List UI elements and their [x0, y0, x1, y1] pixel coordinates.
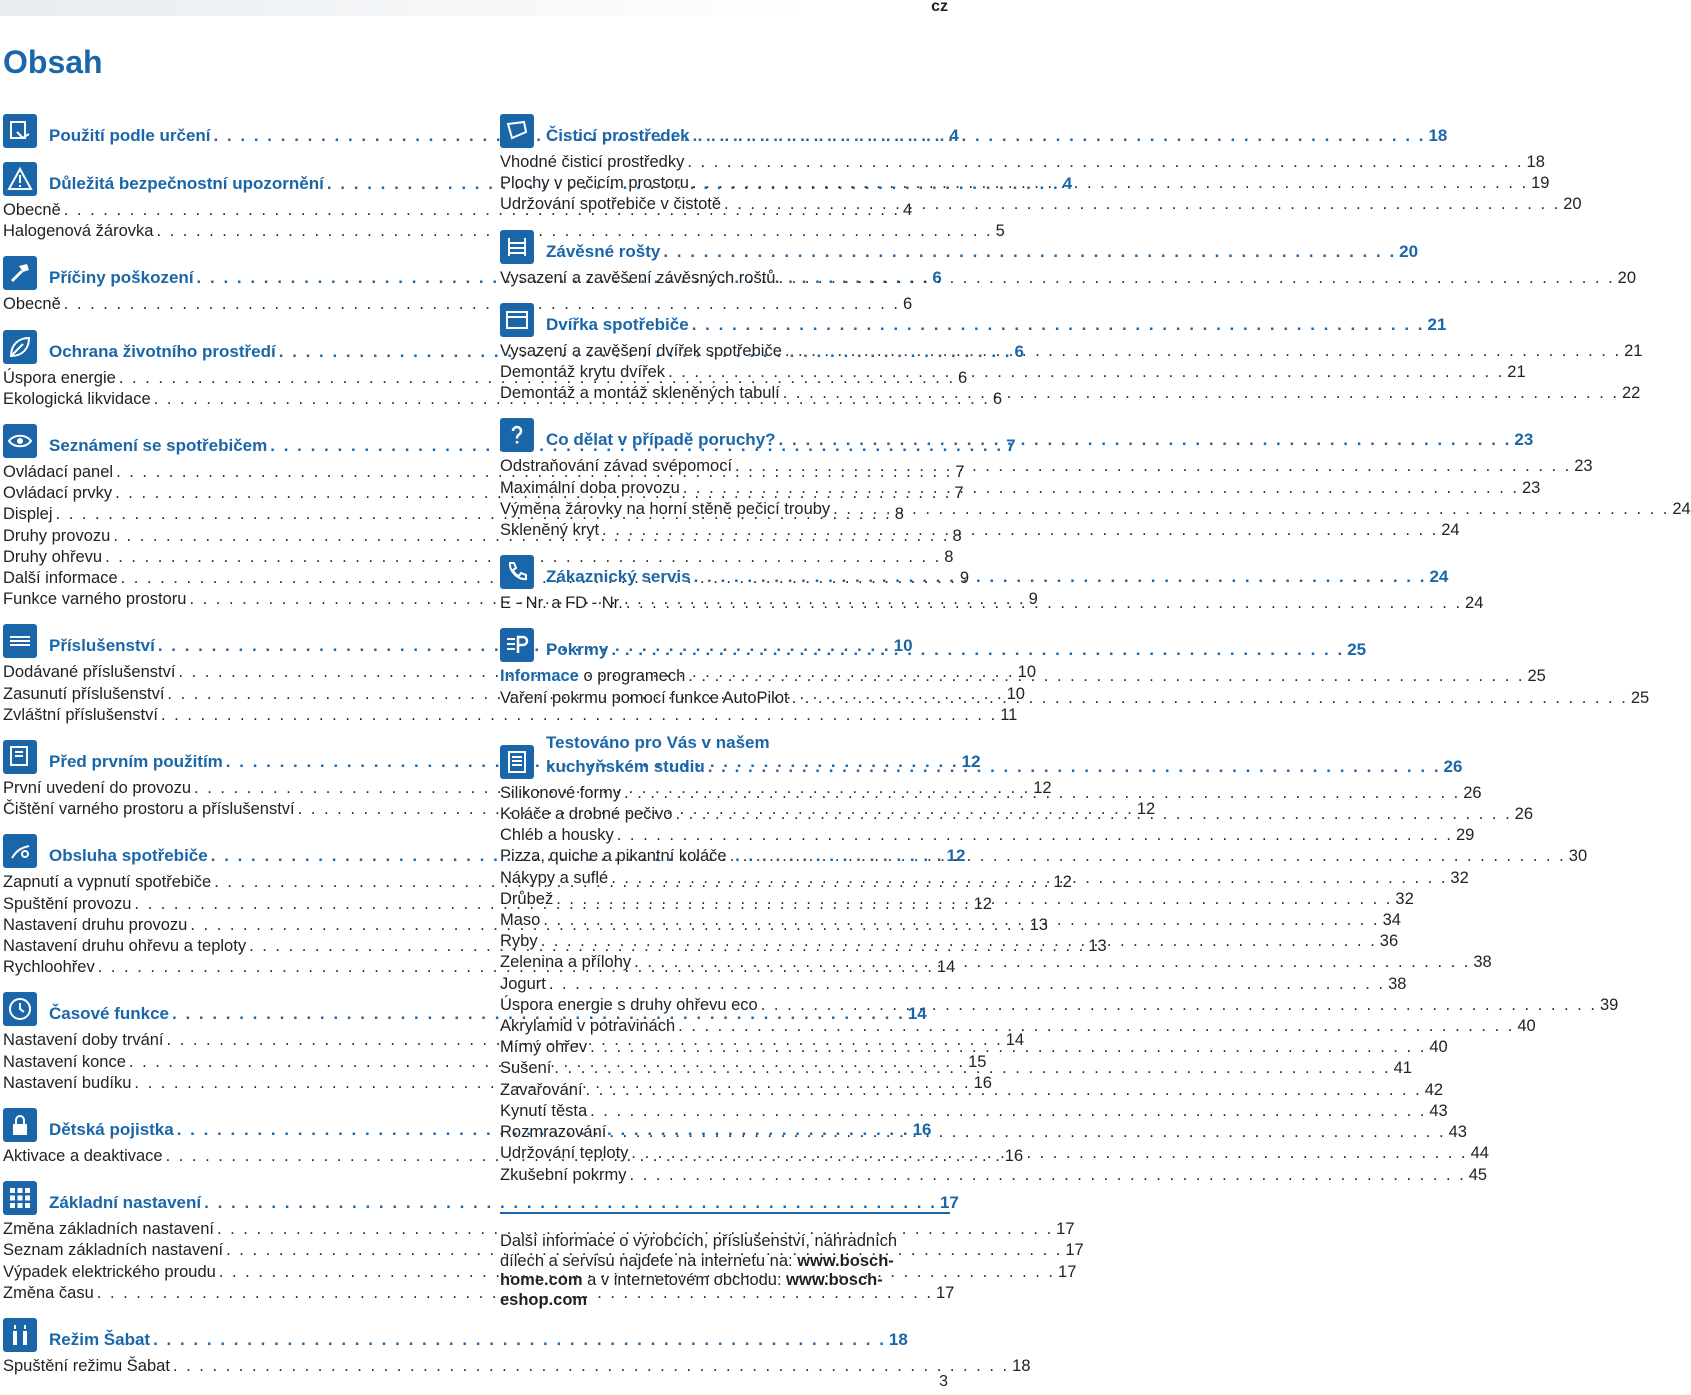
shelf-rack-icon: [500, 230, 534, 264]
section-title-text: Pokrmy: [546, 640, 609, 660]
toc-entry[interactable]: [500, 1165, 1488, 1186]
entry-page-number: 18: [1012, 1357, 1031, 1376]
entry-title: Funkce varného prostoru: [3, 590, 187, 609]
entry-title: Druhy ohřevu: [3, 547, 103, 566]
toc-entry[interactable]: [500, 383, 1641, 404]
footer-divider: [500, 1212, 950, 1214]
entry-title: Zavařování: [500, 1080, 583, 1099]
entry-title: [500, 666, 685, 687]
entry-page-number: 43: [1429, 1101, 1448, 1120]
entry-title: Udržování spotřebiče v čistotě: [500, 195, 722, 214]
entry-title: Další informace: [3, 569, 118, 588]
entry-title: Odstraňování závad svépomocí: [500, 457, 733, 476]
dot-leader: [792, 688, 1628, 709]
toc-entry[interactable]: [500, 995, 1619, 1016]
toc-entry[interactable]: [3, 221, 1005, 242]
entry-title: Silikonové formy: [500, 783, 622, 802]
question-mark-icon: [500, 418, 534, 452]
entry-title-rest: o programech: [578, 667, 686, 686]
section-heading[interactable]: [500, 626, 1367, 662]
page-number: 3: [939, 1373, 948, 1390]
entry-page-number: 24: [1672, 499, 1691, 518]
entry-page-number: 8: [894, 505, 904, 524]
entry-page-number: 19: [1531, 174, 1550, 193]
section-title-text: Základní nastavení: [49, 1193, 202, 1213]
section-title-text: kuchyňském studiu: [546, 756, 705, 776]
entry-page-number: 45: [1468, 1165, 1488, 1184]
dot-leader: [730, 846, 1566, 867]
section-title-line-2: [546, 757, 1462, 777]
section-page-number: 23: [1514, 430, 1534, 450]
hand-operate-icon: [3, 834, 37, 868]
entry-page-number: 21: [1507, 363, 1526, 382]
hammer-damage-icon: [3, 256, 37, 290]
section-title-text: Režim Šabat: [49, 1330, 151, 1350]
toc-section-dvirka-spotrebice: [500, 301, 1643, 405]
toc-entry[interactable]: [500, 268, 1637, 289]
entry-title: Nastavení doby trvání: [3, 1031, 164, 1050]
entry-title: Maximální doba provozu: [500, 478, 680, 497]
dot-leader: [678, 1016, 1514, 1037]
dot-leader: [683, 478, 1519, 499]
toc-entry[interactable]: [500, 520, 1460, 541]
dot-leader: [735, 456, 1571, 477]
section-page-number: 24: [1429, 567, 1449, 587]
hand-book-icon: [3, 114, 37, 148]
toc-entry[interactable]: [500, 825, 1475, 846]
section-title-text: Ochrana životního prostředí: [49, 341, 276, 361]
entry-page-number: 9: [1028, 590, 1038, 609]
entry-page-number: 4: [903, 201, 913, 219]
section-page-number: 25: [1347, 640, 1367, 660]
entry-title: Čištění varného prostoru a příslušenství: [3, 800, 295, 819]
dot-leader: [204, 1193, 937, 1213]
section-title-text: Dětská pojistka: [49, 1120, 174, 1140]
dot-leader: [785, 341, 1621, 362]
section-title: [546, 733, 1462, 779]
dot-leader: [541, 931, 1377, 952]
toc-entry[interactable]: [500, 499, 1691, 520]
toc-entry[interactable]: [3, 294, 913, 315]
entry-title: Nastavení druhu ohřevu a teploty: [3, 937, 247, 956]
toc-entry[interactable]: [500, 974, 1407, 995]
entry-page-number: 30: [1568, 847, 1588, 866]
dot-leader: [779, 430, 1512, 450]
entry-page-number: 16: [1004, 1147, 1024, 1166]
entry-title: Ovládací panel: [3, 463, 114, 482]
entry-title: Nákypy a suflé: [500, 868, 609, 887]
entry-title: Zelenina a přílohy: [500, 953, 632, 972]
section-heading[interactable]: [500, 416, 1534, 452]
entry-page-number: 44: [1470, 1144, 1489, 1163]
section-heading[interactable]: [500, 112, 1448, 148]
section-title-text: Použití podle určení: [49, 126, 211, 145]
entry-page-number: 26: [1514, 805, 1534, 824]
entry-title: Drůbež: [500, 889, 554, 908]
entry-title: Zapnutí a vypnutí spotřebiče: [3, 873, 212, 892]
section-heading[interactable]: [500, 553, 1449, 589]
entry-title: Vysazení a zavěšení závěsných roštů: [500, 268, 776, 287]
entry-page-number: 20: [1617, 268, 1637, 287]
toc-entry[interactable]: [500, 341, 1643, 362]
entry-page-number: 43: [1448, 1123, 1467, 1142]
section-heading[interactable]: [3, 1316, 908, 1352]
entry-page-number: 9: [959, 569, 970, 588]
entry-title: Spuštění režimu Šabat: [3, 1357, 170, 1376]
section-page-number: 12: [961, 752, 981, 772]
dot-leader: [609, 1122, 1445, 1143]
dot-leader: [833, 499, 1669, 520]
dot-leader: [554, 1058, 1390, 1079]
entry-page-number: 10: [1006, 684, 1025, 703]
entry-title: Rychloohřev: [3, 958, 95, 977]
entry-page-number: 32: [1395, 889, 1414, 908]
dot-leader: [778, 268, 1614, 289]
section-title: [546, 567, 1448, 589]
entry-page-number: 7: [954, 484, 964, 503]
entry-page-number: 26: [1463, 783, 1482, 802]
entry-page-number: 21: [1624, 341, 1643, 360]
dot-leader: [634, 952, 1470, 973]
section-page-number: 10: [893, 636, 913, 656]
section-page-number: 18: [1428, 126, 1448, 145]
entry-page-number: 38: [1473, 953, 1492, 972]
dot-leader: [687, 152, 1523, 173]
entry-title: Skleněný kryt: [500, 521, 600, 540]
entry-page-number: 17: [1065, 1241, 1084, 1260]
entry-page-number: 10: [1017, 663, 1036, 682]
website-link[interactable]: www.bosch-home.com: [500, 1251, 894, 1289]
entry-page-number: 32: [1450, 868, 1469, 887]
footer-note: [500, 1232, 940, 1310]
entry-page-number: 8: [952, 526, 962, 545]
phone-service-icon: [500, 555, 534, 589]
entry-page-number: 8: [944, 547, 954, 566]
entry-title: Zvláštní příslušenství: [3, 705, 158, 724]
entry-title: Dodávané příslušenství: [3, 663, 176, 682]
entry-title: Druhy provozu: [3, 526, 111, 545]
entry-page-number: 12: [1033, 779, 1052, 798]
dot-leader: [630, 1165, 1466, 1186]
dot-leader: [602, 520, 1438, 541]
entry-title: Akrylamid v potravinách: [500, 1017, 676, 1036]
toc-entry[interactable]: [500, 952, 1492, 973]
section-page-number: 6: [932, 268, 942, 288]
section-page-number: 21: [1427, 314, 1447, 334]
eshop-link[interactable]: www.bosch-eshop.com: [500, 1271, 883, 1309]
entry-page-number: 14: [1005, 1031, 1025, 1050]
lock-icon: [3, 1108, 37, 1142]
entry-title: Zasunutí příslušenství: [3, 684, 165, 703]
toc-entry[interactable]: [500, 478, 1541, 499]
footer-text-2: a v internetovém obchodu:: [582, 1271, 787, 1289]
entry-title: Plochy v pečicím prostoru: [500, 174, 689, 193]
dot-leader: [617, 825, 1453, 846]
entry-title: Displej: [3, 505, 53, 524]
dot-leader: [549, 974, 1385, 995]
entry-page-number: 5: [995, 222, 1005, 241]
section-page-number: 4: [949, 126, 959, 145]
entry-title: Mírný ohřev: [500, 1038, 588, 1057]
entry-title: Seznam základních nastavení: [3, 1241, 224, 1260]
toc-entry[interactable]: [500, 194, 1582, 215]
dot-leader: [624, 783, 1460, 804]
entry-title: E - Nr. a FD - Nr.: [500, 594, 623, 613]
toc-entry[interactable]: [500, 173, 1550, 194]
entry-title: Demontáž krytu dvířek: [500, 363, 666, 382]
entry-title: Nastavení druhu provozu: [3, 915, 188, 934]
entry-title: Vysazení a zavěšení dvířek spotřebiče: [500, 341, 782, 360]
grid-settings-icon: [3, 1181, 37, 1215]
section-title-text: Co dělat v případě poruchy?: [546, 430, 776, 450]
entry-page-number: 11: [1000, 705, 1018, 724]
dot-leader: [692, 315, 1425, 335]
entry-page-number: 16: [973, 1073, 992, 1092]
entry-page-number: 12: [973, 894, 992, 913]
entry-title: Spuštění provozu: [3, 894, 132, 913]
dot-leader: [692, 173, 1528, 194]
entry-page-number: 23: [1521, 478, 1541, 497]
section-page-number: 17: [939, 1193, 959, 1213]
entry-page-number: 22: [1621, 384, 1641, 403]
dot-leader: [153, 1330, 886, 1350]
toc-entry[interactable]: [3, 547, 954, 568]
toc-entry[interactable]: [500, 1122, 1467, 1143]
section-title: [546, 126, 1447, 148]
entry-title: Aktivace a deaktivace: [3, 1147, 163, 1166]
toc-entry[interactable]: [500, 152, 1545, 173]
dot-leader: [688, 666, 1524, 687]
entry-page-number: 17: [1058, 1262, 1077, 1281]
entry-page-number: 25: [1527, 667, 1546, 686]
dot-leader: [590, 1037, 1426, 1058]
entry-title: Rozmrazování: [500, 1123, 607, 1142]
oven-door-icon: [500, 303, 534, 337]
dot-leader: [724, 194, 1560, 215]
section-heading[interactable]: [3, 1179, 959, 1215]
entry-page-number: 24: [1441, 521, 1460, 540]
entry-title: Pizza, quiche a pikantní koláče: [500, 847, 727, 866]
entry-title: Obecně: [3, 201, 61, 219]
section-title-text: Časové funkce: [49, 1004, 169, 1024]
entry-page-number: 39: [1599, 995, 1619, 1014]
hand-manual-icon: [3, 740, 37, 774]
dot-leader: [631, 1143, 1467, 1164]
entry-title: Ekologická likvidace: [3, 389, 151, 408]
dot-leader: [783, 383, 1619, 404]
entry-title: První uvedení do provozu: [3, 779, 192, 798]
section-page-number: 7: [1006, 436, 1016, 456]
entry-title: Ryby: [500, 932, 538, 951]
toc-section-zavesne-rosty: [500, 228, 1637, 289]
toc-section-rezim-sabat: [3, 1316, 1031, 1377]
entry-title: Chléb a housky: [500, 826, 614, 845]
entry-page-number: 18: [1526, 153, 1545, 171]
entry-page-number: 41: [1393, 1059, 1412, 1078]
section-title-text: Seznámení se spotřebičem: [49, 436, 268, 456]
toc-section-co-delat-v-pripade-poruchy: [500, 416, 1691, 541]
leaf-environment-icon: [3, 330, 37, 364]
section-title-text: Závěsné rošty: [546, 241, 661, 261]
entry-title: Demontáž a montáž skleněných tabulí: [500, 384, 780, 403]
page-title: Obsah: [3, 44, 103, 80]
warning-triangle-icon: [3, 162, 37, 196]
entry-page-number: 12: [1053, 873, 1072, 892]
section-title: [546, 315, 1446, 337]
entry-page-number: 34: [1382, 911, 1401, 930]
dot-leader: [611, 640, 1344, 660]
entry-title: Nastavení budíku: [3, 1073, 132, 1092]
dot-leader: [586, 1080, 1422, 1101]
footer-text-1: Další informace o výrobcích, příslušenství, náhradních dílech a servisu najdete na internetu na:: [500, 1232, 898, 1270]
toc-entry[interactable]: [500, 1016, 1536, 1037]
toc-section-cistici-prostredek: [500, 112, 1582, 216]
entry-title: Nastavení konce: [3, 1052, 126, 1071]
entry-page-number: 17: [936, 1283, 955, 1302]
toc-entry[interactable]: [3, 1219, 1075, 1240]
toc-entry[interactable]: [3, 705, 1018, 726]
candles-sabbath-icon: [3, 1318, 37, 1352]
section-heading[interactable]: [500, 301, 1447, 337]
section-title: [546, 430, 1533, 452]
entry-page-number: 7: [955, 463, 965, 482]
entry-page-number: 36: [1379, 932, 1399, 951]
entry-title: Výpadek elektrického proudu: [3, 1262, 216, 1281]
entry-title: Kynutí těsta: [500, 1101, 588, 1120]
dot-leader: [693, 126, 1426, 146]
entry-title: Zkušební pokrmy: [500, 1165, 627, 1184]
section-title: [546, 640, 1366, 662]
section-page-number: 12: [946, 846, 966, 866]
dot-leader: [611, 868, 1447, 889]
entry-title: Udržování teploty: [500, 1144, 629, 1163]
section-page-number: 20: [1399, 241, 1419, 261]
entry-page-number: 40: [1429, 1038, 1448, 1057]
dot-leader: [663, 242, 1396, 262]
entry-page-number: 42: [1424, 1080, 1444, 1099]
dot-leader: [694, 567, 1427, 587]
section-title-text: Příslušenství: [49, 636, 155, 656]
toc-entry[interactable]: [500, 362, 1526, 383]
section-page-number: 4: [1062, 174, 1073, 193]
entry-page-number: 14: [936, 958, 956, 977]
section-page-number: 26: [1443, 756, 1463, 776]
dot-leader: [675, 804, 1511, 825]
dot-leader: [590, 1101, 1426, 1122]
entry-page-number: 6: [903, 295, 913, 314]
section-title: [49, 1330, 908, 1352]
entry-title: Změna času: [3, 1283, 94, 1302]
entry-page-number: 40: [1517, 1017, 1536, 1036]
dot-leader: [543, 910, 1379, 931]
toc-entry[interactable]: [500, 456, 1593, 477]
clock-icon: [3, 992, 37, 1026]
section-title-text: Dvířka spotřebiče: [546, 314, 689, 334]
entry-page-number: 25: [1630, 688, 1650, 707]
entry-page-number: 17: [1056, 1220, 1075, 1239]
entry-title: Ovládací prvky: [3, 484, 113, 503]
eye-icon: [3, 424, 37, 458]
section-title-text: Obsluha spotřebiče: [49, 846, 208, 866]
entry-title: Úspora energie: [3, 368, 116, 387]
dot-leader: [708, 757, 1441, 777]
section-title: [546, 242, 1418, 264]
section-title-text: Důležitá bezpečnostní upozornění: [49, 174, 324, 193]
dot-leader: [626, 593, 1462, 614]
section-page-number: 16: [912, 1120, 932, 1140]
toc-section-zakaznicky-servis: [500, 553, 1484, 614]
entry-page-number: 24: [1465, 594, 1484, 613]
toc-entry[interactable]: [3, 1356, 1031, 1377]
entry-page-number: 6: [992, 389, 1003, 408]
entry-page-number: 12: [1136, 800, 1156, 819]
language-tag: cz: [931, 0, 948, 15]
entry-title: Maso: [500, 911, 541, 930]
entry-page-number: 23: [1574, 457, 1593, 476]
entry-page-number: 13: [1029, 915, 1048, 934]
entry-title: Jogurt: [500, 974, 546, 993]
entry-page-number: 29: [1455, 826, 1475, 845]
section-page-number: 14: [907, 1004, 927, 1024]
top-bar: [0, 0, 960, 16]
toc-entry[interactable]: [500, 1101, 1448, 1122]
entry-title: Koláče a drobné pečivo: [500, 805, 673, 824]
entry-title: Vaření pokrmu pomocí funkce AutoPilot: [500, 688, 789, 707]
dot-leader: [556, 889, 1392, 910]
entry-title: Změna základních nastavení: [3, 1220, 214, 1239]
dot-leader: [668, 362, 1504, 383]
program-p-icon: [500, 628, 534, 662]
section-title-text: Čisticí prostředek: [546, 126, 690, 145]
entry-title-strong: Informace: [500, 667, 579, 686]
dot-leader: [761, 995, 1597, 1016]
section-heading[interactable]: [500, 228, 1419, 264]
section-page-number: 18: [888, 1330, 908, 1350]
entry-page-number: 13: [1088, 937, 1107, 956]
baking-tray-icon: [3, 624, 37, 658]
toc-entry[interactable]: [500, 593, 1484, 614]
section-title-line-1: Testováno pro Vás v našem: [546, 732, 770, 752]
entry-title: Obecně: [3, 295, 61, 314]
section-title-text: Zákaznický servis: [546, 567, 691, 587]
dot-leader: [173, 1356, 1009, 1377]
entry-page-number: 20: [1563, 195, 1582, 214]
test-kitchen-icon: [500, 745, 534, 779]
entry-title: Halogenová žárovka: [3, 222, 154, 241]
entry-page-number: 6: [958, 368, 968, 387]
entry-page-number: 15: [968, 1052, 987, 1071]
entry-title: Vhodné čisticí prostředky: [500, 153, 685, 171]
entry-page-number: 38: [1388, 974, 1407, 993]
entry-title: Výměna žárovky na horní stěně pečicí trouby: [500, 499, 831, 518]
entry-title: Sušení: [500, 1059, 552, 1078]
entry-title: Úspora energie s druhy ohřevu eco: [500, 995, 758, 1014]
section-page-number: 6: [1014, 341, 1024, 361]
section-title-text: Příčiny poškození: [49, 268, 194, 288]
section-title-text: Před prvním použitím: [49, 752, 223, 772]
hand-cleaning-icon: [500, 114, 534, 148]
